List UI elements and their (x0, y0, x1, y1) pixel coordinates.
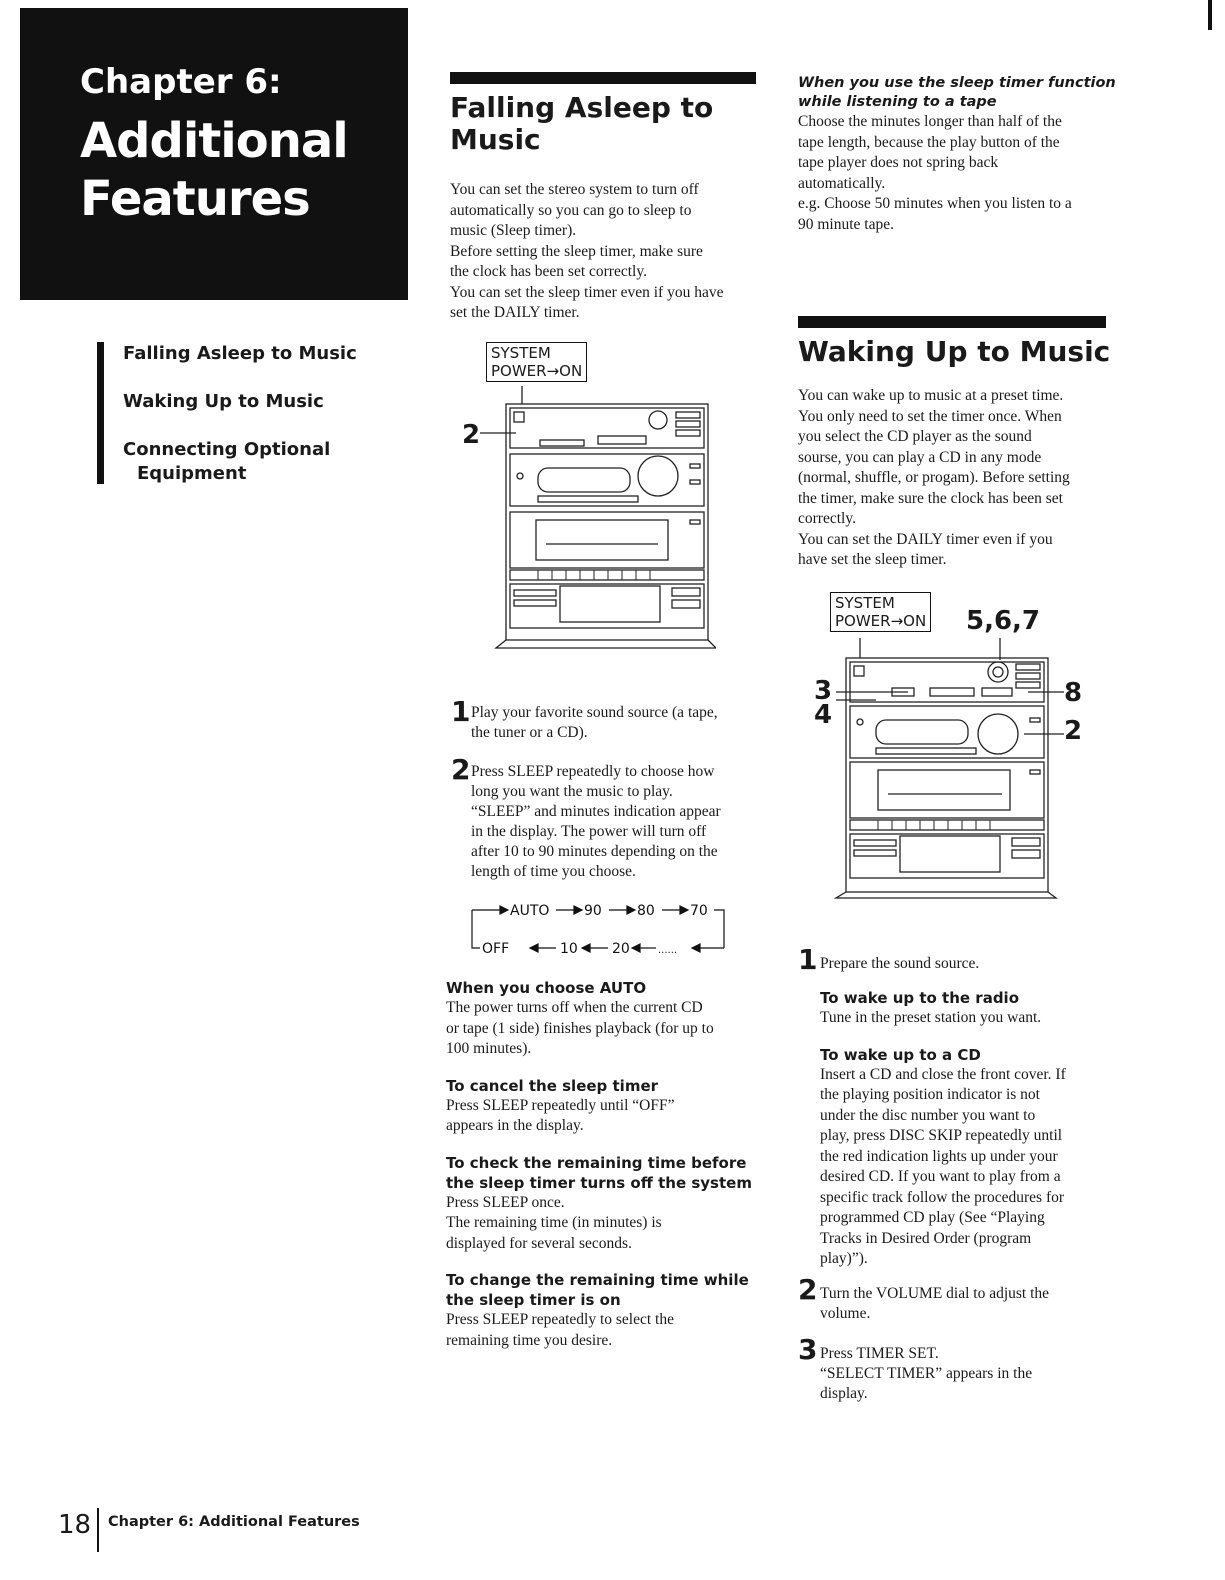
callout-8: 8 (1064, 678, 1083, 708)
text-line: (normal, shuffle, or progam). Before setting (798, 469, 1070, 486)
heading-line: the sleep timer turns off the system (446, 1173, 752, 1192)
text-line: Press SLEEP repeatedly to choose how (471, 763, 715, 780)
box-line: POWER→ON (835, 612, 927, 630)
subsection-heading (446, 1153, 766, 1193)
callout-2: 2 (1064, 716, 1083, 746)
step-text (820, 1284, 1049, 1324)
cycle-step-ellipsis: ...... (658, 945, 678, 956)
chapter-title-line: Additional (80, 113, 348, 169)
callout-5-6-7: 5,6,7 (966, 606, 1041, 636)
text-line: Play your favorite sound source (a tape, (471, 704, 718, 721)
footer-divider (97, 1508, 99, 1552)
subsection-heading: When you choose AUTO (446, 979, 647, 997)
text-line: under the disc number you want to (820, 1106, 1036, 1124)
heading-line: To check the remaining time before (446, 1153, 747, 1172)
step-text (471, 762, 721, 882)
stereo-illustration (476, 386, 716, 652)
chapter-title (80, 112, 348, 228)
toc-item-falling-asleep[interactable]: Falling Asleep to Music (123, 343, 357, 364)
tape-note-body (798, 112, 1118, 235)
subsection-body (820, 1008, 1120, 1029)
text-line: programmed CD play (See “Playing (820, 1209, 1045, 1226)
cycle-step-70: 70 (690, 903, 708, 919)
cycle-step-auto: AUTO (510, 903, 550, 919)
text-line: You can set the stereo system to turn off (450, 181, 699, 198)
heading-line: while listening to a tape (798, 94, 997, 110)
step-number: 2 (798, 1273, 818, 1306)
step-text (820, 1344, 1032, 1404)
text-line: Turn the VOLUME dial to adjust the (820, 1285, 1050, 1302)
subsection-heading: To cancel the sleep timer (446, 1076, 659, 1095)
heading-line: Falling Asleep to (450, 91, 714, 124)
text-line: Choose the minutes longer than half of the (798, 113, 1062, 130)
callout-4: 4 (814, 700, 833, 730)
text-line: automatically so you can go to sleep to (450, 201, 692, 219)
text-line: play)”). (820, 1250, 868, 1267)
tape-note-heading (798, 74, 1118, 112)
text-line: “SLEEP” and minutes indication appear (471, 803, 721, 820)
text-line: “SELECT TIMER” appears in the (820, 1365, 1033, 1382)
waking-up-intro (798, 386, 1118, 571)
text-line: The remaining time (in minutes) is (446, 1214, 662, 1231)
subsection-body (446, 998, 766, 1060)
text-line: You can set the sleep timer even if you have (450, 283, 724, 301)
text-line: Tune in the preset station you want. (820, 1009, 1042, 1026)
text-line: 90 minute tape. (798, 215, 894, 233)
stereo-illustration (832, 638, 1064, 900)
step-number: 1 (798, 943, 818, 976)
heading-line: the sleep timer is on (446, 1291, 621, 1309)
toc-item-waking-up[interactable]: Waking Up to Music (123, 391, 324, 412)
text-line: sourse, you can play a CD in any mode (798, 448, 1042, 466)
text-line: set the DAILY timer. (450, 304, 580, 321)
callout-2: 2 (462, 420, 481, 450)
system-power-button-label (486, 342, 587, 382)
subsection-heading (446, 1270, 766, 1310)
text-line: after 10 to 90 minutes depending on the (471, 843, 718, 860)
text-line: play, press DISC SKIP repeatedly until (820, 1127, 1063, 1144)
text-line: long you want the music to play. (471, 783, 673, 800)
text-line: appears in the display. (446, 1117, 584, 1134)
text-line: tape player does not spring back (798, 154, 999, 171)
step-number: 2 (451, 753, 471, 786)
text-line: You only need to set the timer once. When (798, 407, 1062, 425)
tape-note (798, 74, 1118, 235)
subsection-body (446, 1193, 766, 1255)
text-line: the red indication lights up under your (820, 1147, 1058, 1165)
text-line: You can set the DAILY timer even if you (798, 530, 1053, 548)
text-line: automatically. (798, 174, 886, 192)
text-line: remaining time you desire. (446, 1331, 613, 1349)
cycle-step-80: 80 (637, 903, 655, 919)
toc-item-connecting[interactable]: Connecting Optional (123, 439, 331, 460)
subsection-body (820, 1065, 1120, 1270)
text-line: have set the sleep timer. (798, 551, 947, 568)
falling-asleep-intro (450, 180, 770, 324)
sleep-timer-notes (446, 978, 766, 1351)
text-line: The power turns off when the current CD (446, 999, 703, 1016)
step-number: 3 (798, 1333, 818, 1366)
heading-line: To change the remaining time while (446, 1271, 749, 1289)
text-line: Tracks in Desired Order (program (820, 1229, 1032, 1247)
text-line: Press SLEEP repeatedly to select the (446, 1311, 674, 1328)
text-line: in the display. The power will turn off (471, 823, 707, 840)
callout-3: 3 (814, 676, 833, 706)
text-line: Before setting the sleep timer, make sure (450, 242, 703, 260)
text-line: 100 minutes). (446, 1040, 532, 1057)
text-line: length of time you choose. (471, 863, 636, 880)
step-number: 1 (451, 695, 471, 728)
cycle-step-90: 90 (584, 903, 602, 919)
subsection-heading: To wake up to the radio (820, 989, 1019, 1007)
toc-bar (97, 342, 104, 484)
section-rule (450, 72, 756, 84)
text-line: Press SLEEP once. (446, 1193, 565, 1211)
text-line: specific track follow the procedures for (820, 1188, 1065, 1206)
chapter-label: Chapter 6: (80, 62, 282, 102)
text-line: music (Sleep timer). (450, 222, 577, 239)
footer-chapter-title: Chapter 6: Additional Features (108, 1514, 360, 1530)
subsection-body (446, 1096, 766, 1137)
cycle-step-20: 20 (612, 941, 630, 957)
text-line: the tuner or a CD). (471, 724, 588, 741)
text-line: tape length, because the play button of the (798, 133, 1060, 151)
box-line: SYSTEM (835, 594, 895, 612)
box-line: SYSTEM (491, 344, 551, 362)
step-text (471, 703, 718, 743)
text-line: desired CD. If you want to play from a (820, 1168, 1061, 1185)
text-line: e.g. Choose 50 minutes when you listen to a (798, 195, 1072, 212)
cycle-step-10: 10 (560, 941, 578, 957)
text-line: the playing position indicator is not (820, 1086, 1040, 1103)
subsection-heading: To wake up to a CD (820, 1045, 981, 1064)
system-power-button-label (830, 592, 931, 632)
subsection-body (446, 1310, 766, 1351)
text-line: you select the CD player as the sound (798, 428, 1032, 445)
text-line: volume. (820, 1305, 871, 1322)
cycle-step-off: OFF (482, 941, 510, 957)
heading-line: Music (450, 123, 541, 156)
text-line: correctly. (798, 510, 856, 527)
text-line: display. (820, 1385, 868, 1402)
text-line: You can wake up to music at a preset time. (798, 387, 1064, 404)
box-line: POWER→ON (491, 362, 583, 380)
chapter-title-line: Features (80, 171, 310, 227)
waking-up-heading: Waking Up to Music (798, 335, 1111, 368)
text-line: Press SLEEP repeatedly until “OFF” (446, 1096, 675, 1114)
falling-asleep-heading (450, 92, 713, 156)
heading-line: When you use the sleep timer function (798, 75, 1116, 91)
page-number: 18 (58, 1510, 92, 1540)
step-text: Prepare the sound source. (820, 955, 980, 972)
wake-options (820, 988, 1120, 1270)
section-rule (798, 316, 1106, 328)
margin-mark (1208, 0, 1212, 30)
text-line: the timer, make sure the clock has been set (798, 489, 1063, 507)
text-line: displayed for several seconds. (446, 1234, 632, 1252)
text-line: or tape (1 side) finishes playback (for up to (446, 1019, 714, 1037)
toc-item-equipment[interactable]: Equipment (137, 463, 247, 484)
sleep-cycle-diagram (462, 898, 742, 966)
text-line: Press TIMER SET. (820, 1345, 939, 1362)
text-line: the clock has been set correctly. (450, 263, 647, 280)
text-line: Insert a CD and close the front cover. If (820, 1065, 1066, 1083)
